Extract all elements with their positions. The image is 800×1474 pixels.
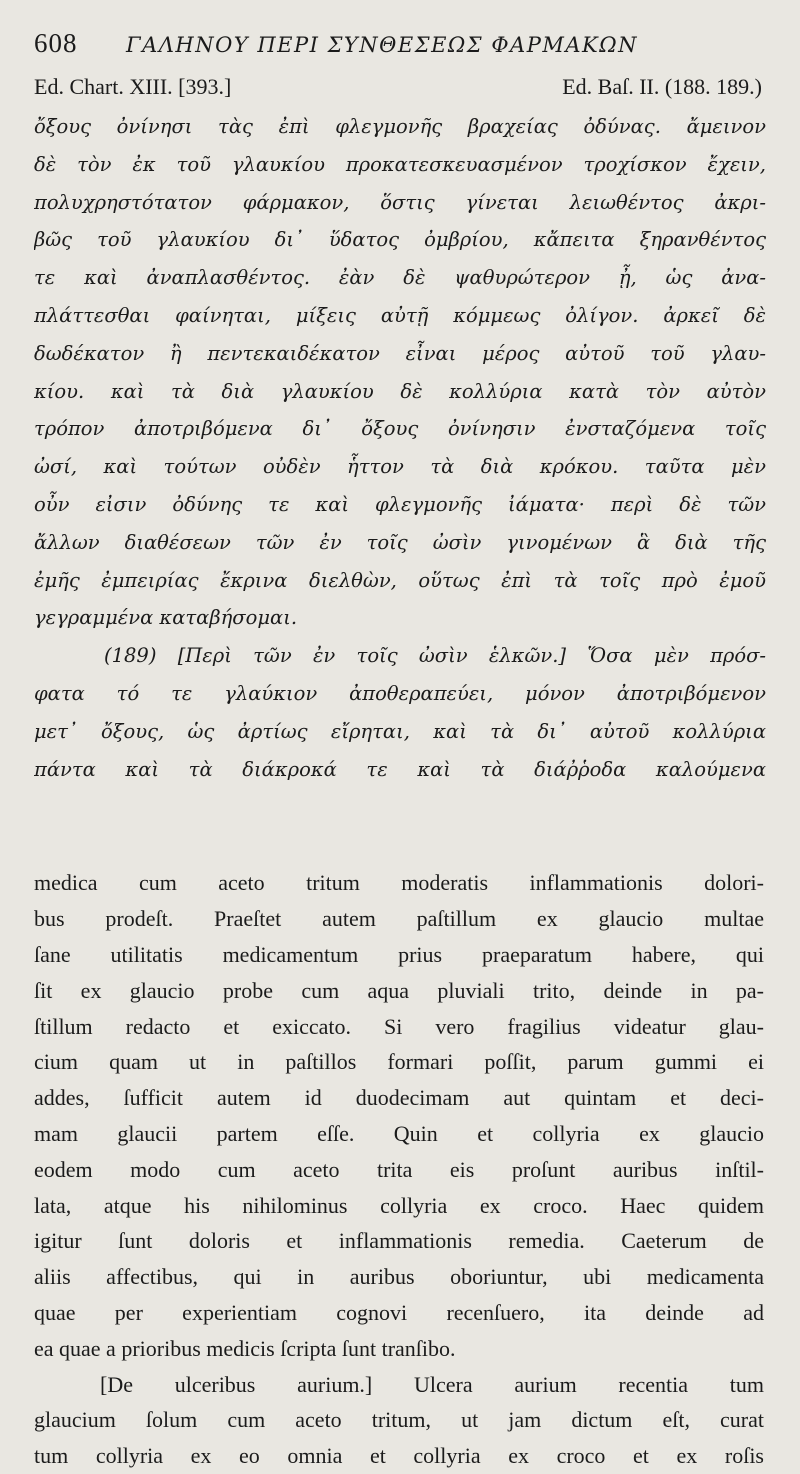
latin-line: aliis affectibus, qui in auribus oboriuntur, ubi medicamenta: [34, 1264, 764, 1290]
latin-line: igitur ſunt doloris et inflammationis remedia. Caeterum de: [34, 1228, 764, 1254]
edition-reference-line: [34, 74, 766, 106]
running-title: ΓΑΛΗΝΟΥ ΠΕΡΙ ΣΥΝΘΕΣΕΩΣ ΦΑΡΜΑΚΩΝ: [126, 33, 638, 57]
greek-line: τε καὶ ἀναπλασθέντος. ἐὰν δὲ ψαθυρώτερον ᾖ, ὡς ἀνα-: [34, 266, 766, 290]
latin-line: cium quam ut in paſtillos formari poſſit, parum gummi ei: [34, 1049, 764, 1075]
latin-line: quae per experientiam cognovi recenſuero, ita deinde ad: [34, 1299, 764, 1325]
latin-text-block: [34, 865, 766, 1474]
greek-line: κίου. καὶ τὰ διὰ γλαυκίου δὲ κολλύρια κατὰ τὸν αὐτὸν: [34, 379, 766, 403]
latin-line: tum collyria ex eo omnia et collyria ex croco et ex roſis: [34, 1443, 764, 1469]
greek-section-heading-line: (189) [Περὶ τῶν ἐν τοῖς ὠσὶν ἑλκῶν.] Ὅσα μὲν πρόσ-: [104, 644, 766, 668]
greek-line: ἄλλων διαθέσεων τῶν ἐν τοῖς ὠσὶν γινομένων ἃ διὰ τῆς: [34, 530, 766, 554]
greek-line: οὖν εἰσιν ὀδύνης τε καὶ φλεγμονῆς ἰάματα· περὶ δὲ τῶν: [34, 492, 766, 516]
latin-line: addes, ſufficit autem id duodecimam aut quintam et deci-: [34, 1085, 764, 1111]
latin-line: glaucium ſolum cum aceto tritum, ut jam dictum eſt, curat: [34, 1407, 764, 1433]
greek-text-block: [34, 108, 766, 788]
greek-line: φατα τό τε γλαύκιον ἀποθεραπεύει, μόνον ἀποτριβόμενον: [34, 681, 766, 705]
latin-line: eodem modo cum aceto trita eis proſunt auribus inſtil-: [34, 1156, 764, 1182]
latin-line: mam glaucii partem eſſe. Quin et collyria ex glaucio: [34, 1120, 764, 1146]
greek-line: ὄξους ὀνίνησι τὰς ἐπὶ φλεγμονῆς βραχείας ὀδύνας. ἄμεινον: [34, 115, 766, 138]
edition-chart-reference: Ed. Chart. XIII. [393.]: [34, 74, 232, 99]
greek-line: μετ᾽ ὄξους, ὡς ἀρτίως εἴρηται, καὶ τὰ δι᾽ αὐτοῦ κολλύρια: [34, 719, 766, 743]
latin-line: lata, atque his nihilominus collyria ex croco. Haec quidem: [34, 1192, 764, 1218]
greek-line: βῶς τοῦ γλαυκίου δι᾽ ὕδατος ὀμβρίου, κἄπειτα ξηρανθέντος: [34, 228, 766, 252]
greek-line: πολυχρηστότατον φάρμακον, ὅστις γίνεται λειωθέντος ἀκρι-: [34, 190, 766, 214]
latin-line: ſtillum redacto et exiccato. Si vero fragilius videatur glau-: [34, 1013, 764, 1039]
greek-line: τρόπον ἀποτριβόμενα δι᾽ ὄξους ὀνίνησιν ἐνσταζόμενα τοῖς: [34, 417, 766, 441]
greek-line: δὲ τὸν ἐκ τοῦ γλαυκίου προκατεσκευασμένον τροχίσκον ἔχειν,: [34, 152, 766, 176]
greek-line: πάντα καὶ τὰ διάκροκά τε καὶ τὰ διάῤῥοδα καλούμενα: [34, 757, 766, 781]
latin-line: bus prodeſt. Praeſtet autem paſtillum ex glaucio multae: [34, 906, 764, 932]
greek-line: δωδέκατον ἢ πεντεκαιδέκατον εἶναι μέρος αὐτοῦ τοῦ γλαυ-: [34, 341, 766, 365]
latin-line: ea quae a prioribus medicis ſcripta ſunt tranſibo.: [34, 1335, 456, 1361]
latin-line: ſit ex glaucio probe cum aqua pluviali trito, deinde in pa-: [34, 977, 764, 1003]
greek-line: πλάττεσθαι φαίνηται, μίξεις αὐτῇ κόμμεως ὀλίγον. ἀρκεῖ δὲ: [34, 303, 766, 327]
greek-line: ὠσί, καὶ τούτων οὐδὲν ἧττον τὰ διὰ κρόκου. ταῦτα μὲν: [34, 455, 766, 479]
column-gap: [34, 788, 766, 865]
edition-basel-reference: Ed. Baſ. II. (188. 189.): [562, 74, 762, 99]
latin-section-heading-line: [De ulceribus aurium.] Ulcera aurium recentia tum: [100, 1371, 764, 1397]
page-number: 608: [34, 28, 78, 58]
greek-line: γεγραμμένα καταβήσομαι.: [34, 606, 298, 630]
running-head: [34, 28, 766, 64]
greek-line: ἐμῆς ἐμπειρίας ἔκρινα διελθὼν, οὕτως ἐπὶ τὰ τοῖς πρὸ ἐμοῦ: [34, 568, 766, 592]
latin-line: ſane utilitatis medicamentum prius praeparatum habere, qui: [34, 941, 764, 967]
latin-line: medica cum aceto tritum moderatis inflammationis dolori-: [34, 870, 764, 896]
